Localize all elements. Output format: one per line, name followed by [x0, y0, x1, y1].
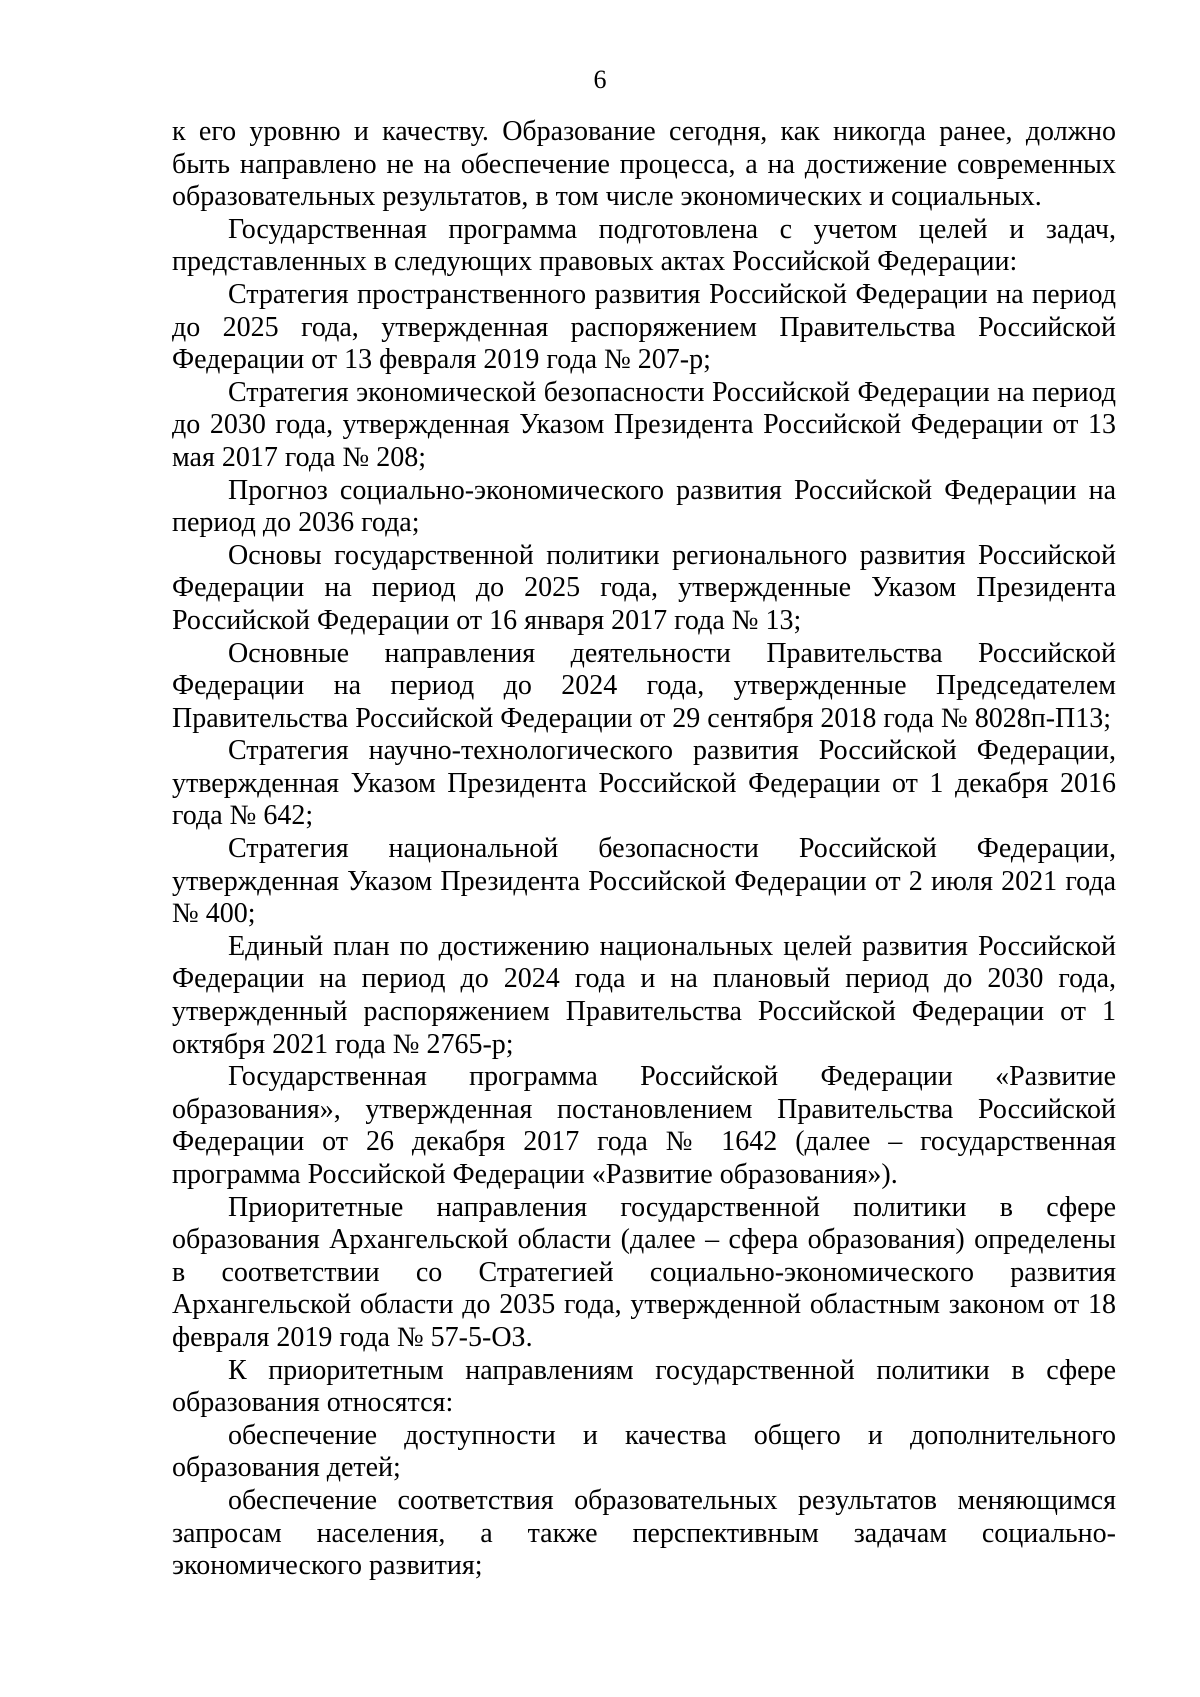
paragraph-unified-plan: Единый план по достижению национальных целей развития Российской Федерации на период до 2024 года и на плановый период до 2030 года, утвержденный распоряжением Правительства Российской Федерации от 1 октября 2021 года № 2765-р;	[172, 930, 1116, 1060]
list-item-access-quality: обеспечение доступности и качества общего и дополнительного образования детей;	[172, 1419, 1116, 1484]
paragraph-program-basis: Государственная программа подготовлена с учетом целей и задач, представленных в следующих правовых актах Российской Федерации:	[172, 213, 1116, 278]
paragraph-economic-security-strategy: Стратегия экономической безопасности Российской Федерации на период до 2030 года, утвержденная Указом Президента Российской Федерации от 13 мая 2017 года № 208;	[172, 376, 1116, 473]
paragraph-education-program: Государственная программа Российской Федерации «Развитие образования», утвержденная постановлением Правительства Российской Федерации от 26 декабря 2017 года № 1642 (далее – государственная программа Российской Федерации «Развитие образования»).	[172, 1061, 1116, 1190]
paragraph-regional-policy: Основы государственной политики регионального развития Российской Федерации на период до 2025 года, утвержденные Указом Президента Российской Федерации от 16 января 2017 года № 13;	[172, 539, 1116, 636]
page-number: 6	[593, 65, 607, 94]
document-body	[172, 116, 1116, 1583]
paragraph-forecast: Прогноз социально-экономического развития Российской Федерации на период до 2036 года;	[172, 474, 1116, 539]
paragraph-continuation: к его уровню и качеству. Образование сегодня, как никогда ранее, должно быть направлено не на обеспечение процесса, а на достижение современных образовательных результатов, в том числе экономических и социальных.	[172, 116, 1116, 213]
paragraph-national-security-strategy: Стратегия национальной безопасности Российской Федерации, утвержденная Указом Президента Российской Федерации от 2 июля 2021 года № 400;	[172, 833, 1116, 930]
paragraph-spatial-strategy: Стратегия пространственного развития Российской Федерации на период до 2025 года, утвержденная распоряжением Правительства Российской Федерации от 13 февраля 2019 года № 207-р;	[172, 278, 1116, 376]
list-item-results-alignment: обеспечение соответствия образовательных результатов меняющимся запросам населения, а также перспективным задачам социально-экономического развития;	[172, 1484, 1116, 1582]
paragraph-scientific-strategy: Стратегия научно-технологического развития Российской Федерации, утвержденная Указом Президента Российской Федерации от 1 декабря 2016 года № 642;	[172, 735, 1116, 832]
paragraph-priority-directions: Приоритетные направления государственной политики в сфере образования Архангельской области (далее – сфера образования) определены в соответствии со Стратегией социально-экономического развития Архангельской области до 2035 года, утвержденной областным законом от 18 февраля 2019 года № 57-5-ОЗ.	[172, 1191, 1116, 1353]
paragraph-government-directions: Основные направления деятельности Правительства Российской Федерации на период до 2024 года, утвержденные Председателем Правительства Российской Федерации от 29 сентября 2018 года № 8028п-П13;	[172, 637, 1116, 734]
paragraph-priorities-intro: К приоритетным направлениям государственной политики в сфере образования относятся:	[172, 1354, 1116, 1419]
